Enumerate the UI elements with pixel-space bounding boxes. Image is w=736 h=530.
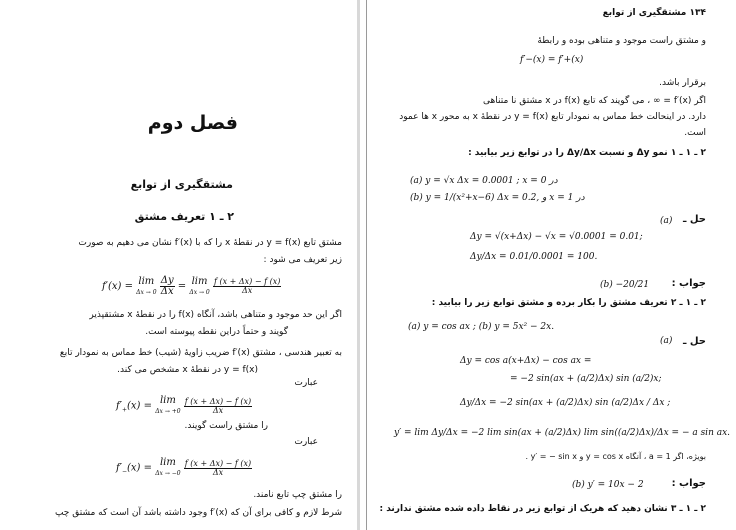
problem-statement: ۲ ـ ۱ ـ ۳ نشان دهید که هریک از توابع زیر در نقاط داده شده مشتق ندارند :	[379, 504, 706, 514]
problem-part-b: (b) y = 1/(x²+x−6) Δx = 0.2, و x = 1 در	[410, 193, 585, 203]
left-page	[0, 0, 358, 530]
equation-derivative-definition: f′(x) = lim Δx → 0 $\frac{\Delta y}{\Delta x}$ = lim Δx → 0 $\frac{f (x + \Delta x) - f (x)}{\Delta x}$	[102, 275, 281, 297]
paragraph-line: دارد. در اینحالت خط مماس به نمودار تابع y = f(x) در نقطهٔ x به محور x ها عمود	[399, 112, 706, 122]
solution-equation: Δy = cos a(x+Δx) − cos ax =	[460, 356, 592, 366]
paragraph-line: شرط لازم و کافی برای آن که f′(x) وجود داشته باشد آن است که مشتق چپ	[54, 508, 342, 518]
paragraph-line: به تعبیر هندسی ، مشتق f′(x) ضریب زاویهٔ (شیب) خط مماس به نمودار تابع	[59, 348, 342, 358]
paragraph-line: را مشتق راست گویند.	[184, 421, 268, 431]
right-page	[360, 0, 736, 530]
answer-value: (b) −20/21	[600, 280, 650, 290]
solution-note: بویژه، اگر a = 1 ، آنگاه y = cos x و y′ = − sin x .	[525, 452, 706, 461]
equation-left-derivative: $f'_-(x) = \lim$ Δx → −0 $\frac{f (x + \Delta x) - f (x)}{\Delta x}$	[116, 457, 252, 477]
chapter-subtitle: مشتقگیری از توابع	[130, 178, 233, 191]
section-heading: ۲ ـ ۱ تعریف مشتق	[134, 210, 234, 223]
problem-statement: ۲ ـ ۱ ـ ۱ نمو Δy و نسبت Δy/Δx را در توابع زیر بیابید :	[468, 148, 706, 158]
equation-right-derivative: $f'_+(x) = \lim$ Δx → +0 $\frac{f (x + \Delta x) - f (x)}{\Delta x}$	[116, 395, 252, 415]
paragraph-line: زیر تعریف می شود :	[263, 255, 342, 265]
phrase-label: عبارت	[294, 437, 318, 447]
problem-part-a: (a) y = √x Δx = 0.0001 ; x = 0 در	[410, 176, 558, 186]
equation-one-sided-equal: f′−(x) = f′+(x)	[520, 55, 584, 65]
paragraph-line: برقرار باشد.	[659, 78, 706, 88]
answer-value: (b) y′ = 10x − 2	[572, 480, 644, 490]
paragraph-line: و مشتق راست موجود و متناهی بوده و رابطهٔ	[537, 36, 706, 46]
paragraph-line: گویند و حتماً دراین نقطه پیوسته است.	[145, 327, 288, 337]
chapter-title: فصل دوم	[147, 112, 238, 134]
solution-part-a: (a)	[660, 336, 673, 346]
paragraph-line: است.	[684, 128, 706, 138]
solution-label: حل ـ	[682, 214, 706, 225]
solution-equation: Δy/Δx = −2 sin(ax + (a/2)Δx) sin (a/2)Δx / Δx ;	[460, 398, 671, 408]
paragraph-line: y = f(x) در نقطهٔ x مشخص می کند.	[117, 365, 258, 375]
solution-equation: y′ = lim Δy/Δx = −2 lim sin(ax + (a/2)Δx) lim sin((a/2)Δx)/Δx = − a sin ax.	[394, 428, 731, 438]
solution-equation: = −2 sin(ax + (a/2)Δx) sin (a/2)x;	[510, 374, 662, 384]
paragraph-line: را مشتق چپ تابع نامند.	[253, 490, 342, 500]
running-head: ۱۳۴ مشتقگیری از توابع	[602, 8, 706, 18]
solution-equation: Δy = √(x+Δx) − √x = √0.0001 = 0.01;	[470, 232, 643, 242]
phrase-label: عبارت	[294, 378, 318, 388]
answer-label: جواب :	[671, 278, 706, 289]
answer-label: جواب :	[671, 478, 706, 489]
paragraph-line: مشتق تابع y = f(x) در نقطهٔ x را که با f′(x) نشان می دهیم به صورت	[78, 238, 342, 248]
problem-parts: (a) y = cos ax ; (b) y = 5x² − 2x.	[408, 322, 555, 332]
problem-statement: ۲ ـ ۱ ـ ۲ تعریف مشتق را بکار برده و مشتق توابع زیر را بیابید :	[431, 298, 706, 308]
paragraph-line: اگر f′(x) = ∞ ، می گویند که تابع f(x) در x مشتق نا متناهی	[483, 96, 706, 106]
solution-label: حل ـ	[682, 336, 706, 347]
solution-part-a: (a)	[660, 216, 673, 226]
solution-equation: Δy/Δx = 0.01/0.0001 = 100.	[470, 252, 598, 262]
paragraph-line: اگر این حد موجود و متناهی باشد، آنگاه f(x) را در نقطهٔ x مشتقپذیر	[89, 310, 342, 320]
